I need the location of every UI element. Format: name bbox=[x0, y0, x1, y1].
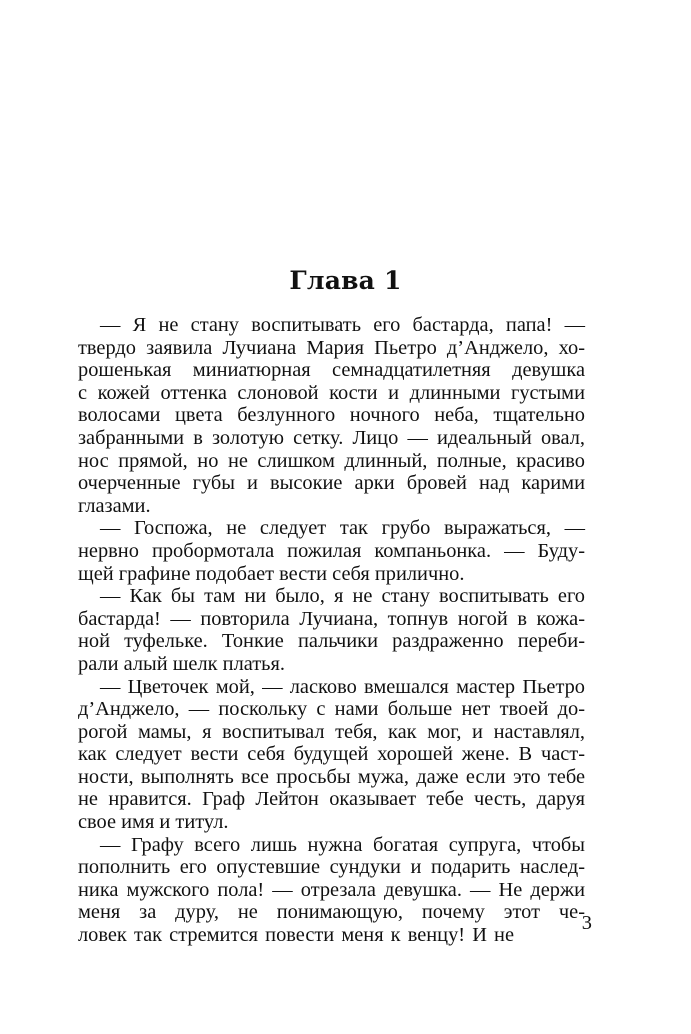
page-number: 3 bbox=[581, 912, 592, 934]
paragraph bbox=[78, 676, 585, 834]
text-line: ной туфельке. Тонкие пальчики раздраженно переби- bbox=[78, 630, 585, 653]
text-line: меня за дуру, не понимающую, почему этот че- bbox=[78, 901, 585, 924]
text-line: — Госпожа, не следует так грубо выражаться, — bbox=[100, 517, 585, 540]
text-line: глазами. bbox=[78, 494, 151, 517]
text-line: — Я не стану воспитывать его бастарда, папа! — bbox=[100, 314, 585, 336]
text-line: с кожей оттенка слоновой кости и длинными густыми bbox=[78, 381, 585, 404]
text-line: пополнить его опустевшие сундуки и подарить наслед- bbox=[78, 856, 585, 879]
text-line: — Как бы там ни было, я не стану воспитывать его bbox=[100, 585, 585, 608]
text-line: рогой мамы, я воспитывал тебя, как мог, и наставлял, bbox=[78, 720, 585, 743]
text-line: нервно пробормотала пожилая компаньонка. — Буду- bbox=[78, 539, 585, 562]
text-line: рали алый шелк платья. bbox=[78, 652, 285, 675]
text-line: ловек так стремится повести меня к венцу! И не bbox=[78, 924, 514, 947]
body-text bbox=[78, 314, 585, 947]
paragraph bbox=[78, 834, 585, 947]
text-line: нос прямой, но не слишком длинный, полные, красиво bbox=[78, 449, 585, 472]
text-line: — Графу всего лишь нужна богатая супруга, чтобы bbox=[100, 833, 585, 856]
paragraph bbox=[78, 314, 585, 517]
text-line: ности, выполнять все просьбы мужа, даже если это тебе bbox=[78, 765, 585, 788]
paragraph bbox=[78, 517, 585, 585]
text-line: бастарда! — повторила Лучиана, топнув ногой в кожа- bbox=[78, 607, 585, 630]
text-line: рошенькая миниатюрная семнадцатилетняя девушка bbox=[78, 359, 585, 382]
text-line: твердо заявила Лучиана Мария Пьетро д’Анджело, хо- bbox=[78, 336, 585, 359]
chapter-title: Глава 1 bbox=[289, 266, 402, 295]
text-line: волосами цвета безлунного ночного неба, тщательно bbox=[78, 404, 585, 427]
text-line: забранными в золотую сетку. Лицо — идеальный овал, bbox=[78, 426, 585, 449]
text-line: свое имя и титул. bbox=[78, 811, 229, 834]
text-line: не нравится. Граф Лейтон оказывает тебе честь, даруя bbox=[78, 788, 585, 811]
text-line: — Цветочек мой, — ласково вмешался мастер Пьетро bbox=[100, 675, 585, 698]
paragraph bbox=[78, 585, 585, 675]
text-line: очерченные губы и высокие арки бровей над карими bbox=[78, 472, 585, 495]
text-line: как следует вести себя будущей хорошей жене. В част- bbox=[78, 743, 585, 766]
text-line: ника мужского пола! — отрезала девушка. — Не держи bbox=[78, 878, 585, 901]
text-line: щей графине подобает вести себя прилично. bbox=[78, 562, 465, 585]
text-line: д’Анджело, — поскольку с нами больше нет твоей до- bbox=[78, 698, 585, 721]
